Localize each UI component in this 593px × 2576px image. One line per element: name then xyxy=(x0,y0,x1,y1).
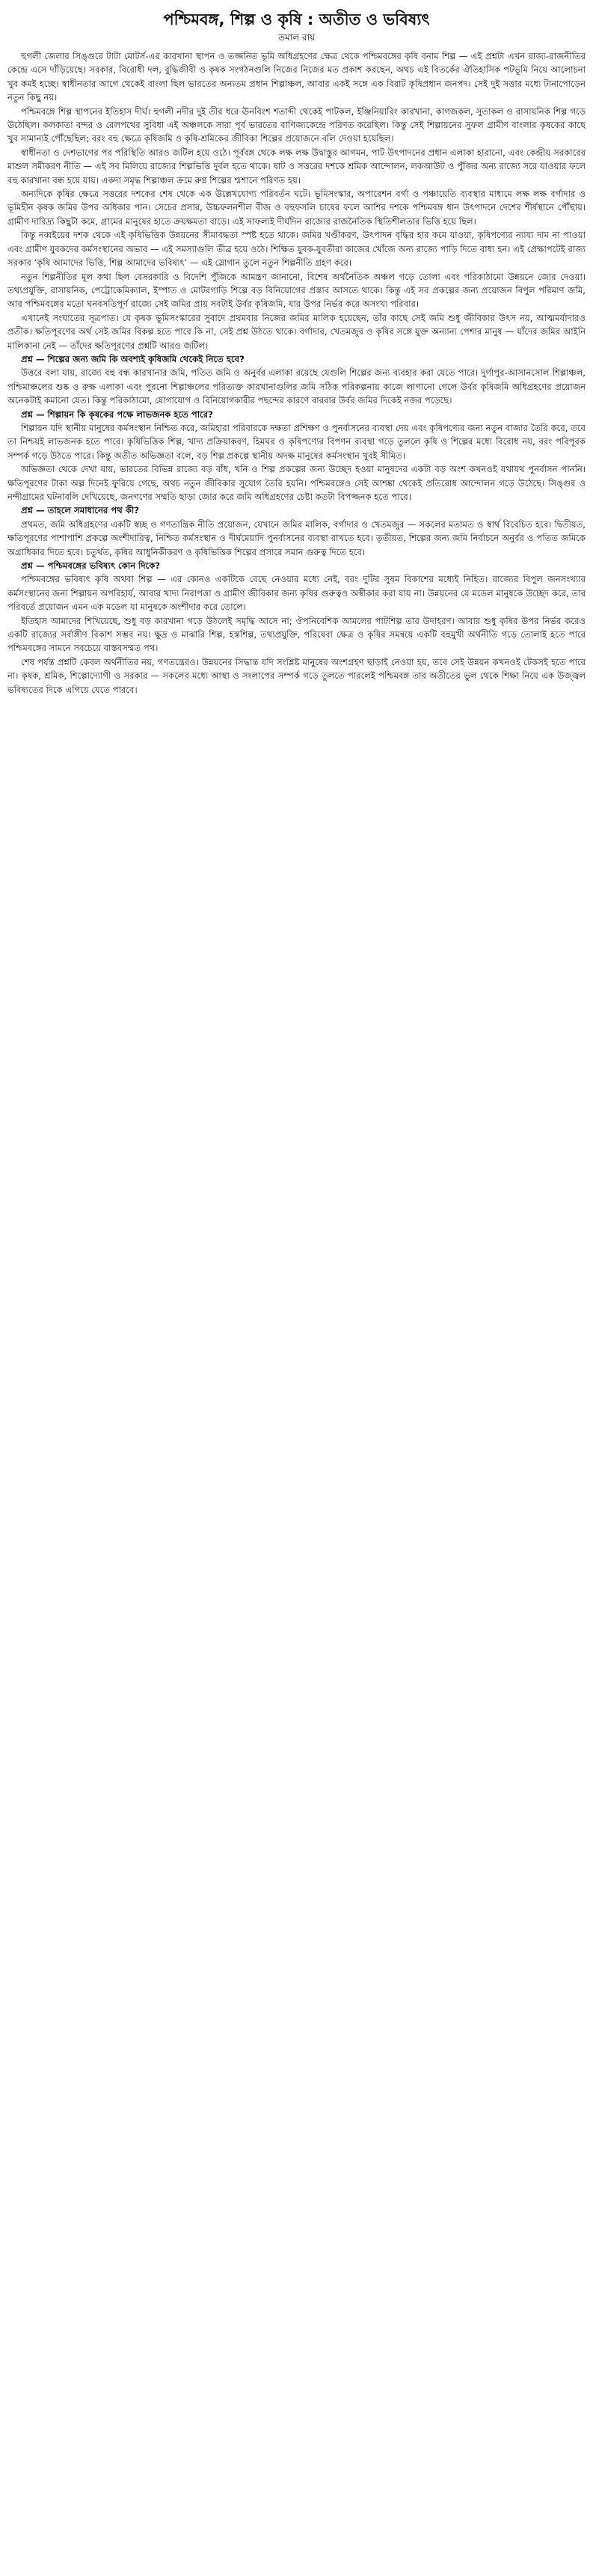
article-title: পশ্চিমবঙ্গ, শিল্প ও কৃষি : অতীত ও ভবিষ্যৎ xyxy=(163,10,430,28)
article-question: প্রশ্ন — শিল্পের জন্য জমি কি অবশ্যই কৃষিজমি থেকেই নিতে হবে? xyxy=(21,353,245,364)
article-paragraph: কিন্তু নব্বইয়ের দশক থেকে এই কৃষিভিত্তিক উন্নয়নের সীমাবদ্ধতা স্পষ্ট হতে থাকে। জমির খণ্ডীকরণ, উৎপাদন বৃদ্ধির হার কমে যাওয়া, কৃষিপণ্যের ন্যায্য দাম না পাওয়া এবং গ্রামীণ যুবকদের কর্মসংস্থানের অভাব — এই সমস্যাগুলি তীব্র হয়ে ওঠে। শিক্ষিত যুবক-যুবতীরা কাজের খোঁজে অন্য রাজ্যে পাড়ি দিতে বাধ্য হন। এই প্রেক্ষাপটেই রাজ্য সরকার ‘কৃষি আমাদের ভিত্তি, শিল্প আমাদের ভবিষ্যৎ’ — এই স্লোগান তুলে নতুন শিল্পনীতি গ্রহণ করে। xyxy=(7,230,586,269)
article-question: প্রশ্ন — তাহলে সমাধানের পথ কী? xyxy=(21,505,139,516)
article-paragraph: শেষ পর্যন্ত প্রশ্নটি কেবল অর্থনীতির নয়, গণতন্ত্রেরও। উন্নয়নের সিদ্ধান্ত যদি সংশ্লিষ্ট মানুষের অংশগ্রহণ ছাড়াই নেওয়া হয়, তবে সেই উন্নয়ন কখনওই টেকসই হতে পারে না। কৃষক, শ্রমিক, শিল্পোদ্যোগী ও সরকার — সকলের মধ্যে আস্থা ও সংলাপের সম্পর্ক গড়ে তুলতে পারলেই পশ্চিমবঙ্গ তার অতীতের ভুল থেকে শিক্ষা নিয়ে এক উজ্জ্বল ভবিষ্যতের দিকে এগিয়ে যেতে পারবে। xyxy=(7,656,586,695)
article-paragraph: অভিজ্ঞতা থেকে দেখা যায়, ভারতের বিভিন্ন রাজ্যে বড় বাঁধ, খনি ও শিল্প প্রকল্পের জন্য উচ্ছেদ হওয়া মানুষদের একটা বড় অংশ কখনওই যথাযথ পুনর্বাসন পাননি। ক্ষতিপূরণের টাকা অল্প দিনেই ফুরিয়ে গেছে, অথচ নতুন জীবিকার সুযোগ তৈরি হয়নি। পশ্চিমবঙ্গেও সেই আশঙ্কা থেকেই প্রতিরোধ আন্দোলন গড়ে উঠেছে। সিঙ্গুর ও নন্দীগ্রামের ঘটনাবলি দেখিয়েছে, জনগণের সম্মতি ছাড়া জোর করে জমি অধিগ্রহণের চেষ্টা কতটা বিপজ্জনক হতে পারে। xyxy=(7,464,586,502)
article-body xyxy=(7,49,586,697)
article-author: তমাল রায় xyxy=(277,32,316,43)
article-question: প্রশ্ন — শিল্পায়ন কি কৃষকের পক্ষে লাভজনক হতে পারে? xyxy=(21,409,213,420)
article-paragraph: অন্যদিকে কৃষির ক্ষেত্রে সত্তরের দশকের শেষ থেকে এক উল্লেখযোগ্য পরিবর্তন ঘটে। ভূমিসংস্কার, অপারেশন বর্গা ও পঞ্চায়েতি ব্যবস্থার মাধ্যমে লক্ষ লক্ষ বর্গাদার ও ভূমিহীন কৃষক জমির উপর অধিকার পান। সেচের প্রসার, উচ্চফলনশীল বীজ ও বহুফসলি চাষের ফলে আশির দশকে পশ্চিমবঙ্গ ধান উৎপাদনে দেশের শীর্ষস্থানে পৌঁছায়। গ্রামীণ দারিদ্র্য কিছুটা কমে, গ্রামের মানুষের হাতে ক্রয়ক্ষমতা বাড়ে। এই সাফল্যই দীর্ঘদিন রাজ্যের রাজনৈতিক স্থিতিশীলতার ভিত্তি হয়ে ছিল। xyxy=(7,189,586,227)
article-paragraph: ইতিহাস আমাদের শিখিয়েছে, শুধু বড় কারখানা গড়ে উঠলেই সমৃদ্ধি আসে না; ঔপনিবেশিক আমলের পাটশিল্প তার উদাহরণ। আবার শুধু কৃষির উপর নির্ভর করেও একটি রাজ্যের সর্বাঙ্গীণ বিকাশ সম্ভব নয়। ক্ষুদ্র ও মাঝারি শিল্প, হস্তশিল্প, তথ্যপ্রযুক্তি, পরিষেবা ক্ষেত্র ও কৃষির সমন্বয়ে একটি বহুমুখী অর্থনীতি গড়ে তোলাই হতে পারে পশ্চিমবঙ্গের সামনে সবচেয়ে বাস্তবসম্মত পথ। xyxy=(7,615,586,654)
article-question: প্রশ্ন — পশ্চিমবঙ্গের ভবিষ্যৎ কোন দিকে? xyxy=(21,560,161,572)
article-paragraph: নতুন শিল্পনীতির মূল কথা ছিল বেসরকারি ও বিদেশি পুঁজিকে আমন্ত্রণ জানানো, বিশেষ অর্থনৈতিক অঞ্চল গড়ে তোলা এবং পরিকাঠামো উন্নয়নে জোর দেওয়া। তথ্যপ্রযুক্তি, রাসায়নিক, পেট্রোকেমিক্যাল, ইস্পাত ও মোটরগাড়ি শিল্পে বড় বিনিয়োগের প্রস্তাব আসতে থাকে। কিন্তু এই সব প্রকল্পের জন্য প্রয়োজন বিপুল পরিমাণ জমি, আর পশ্চিমবঙ্গের মতো ঘনবসতিপূর্ণ রাজ্যে সেই জমির প্রায় সবটাই উর্বর কৃষিজমি, যার উপর নির্ভর করে অসংখ্য পরিবার। xyxy=(7,271,586,310)
article-paragraph: এখানেই সংঘাতের সূত্রপাত। যে কৃষক ভূমিসংস্কারের সুবাদে প্রথমবার নিজের জমির মালিক হয়েছেন, তাঁর কাছে সেই জমি শুধু জীবিকার উৎস নয়, আত্মমর্যাদারও প্রতীক। ক্ষতিপূরণের অর্থ সেই জমির বিকল্প হতে পারে কি না, সেই প্রশ্ন উঠতে থাকে। বর্গাদার, খেতমজুর ও কৃষির সঙ্গে যুক্ত অন্যান্য পেশার মানুষ — যাঁদের জমির আইনি মালিকানা নেই — তাঁদের ক্ষতিপূরণের প্রশ্নটি আরও জটিল। xyxy=(7,312,586,351)
article-paragraph: শিল্পায়ন যদি স্থানীয় মানুষের কর্মসংস্থান নিশ্চিত করে, জমিহারা পরিবারকে দক্ষতা প্রশিক্ষণ ও পুনর্বাসনের ব্যবস্থা দেয় এবং কৃষিপণ্যের জন্য নতুন বাজার তৈরি করে, তবে তা নিশ্চয়ই লাভজনক হতে পারে। কৃষিভিত্তিক শিল্প, খাদ্য প্রক্রিয়াকরণ, হিমঘর ও কৃষিপণ্যের বিপণন ব্যবস্থা গড়ে তুললে কৃষি ও শিল্পের মধ্যে বিরোধ নয়, বরং পরিপূরক সম্পর্ক গড়ে উঠতে পারে। কিন্তু অতীত অভিজ্ঞতা বলে, বড় শিল্প প্রকল্পে স্থানীয় অদক্ষ মানুষের কর্মসংস্থান খুবই সীমিত। xyxy=(7,422,586,461)
article-paragraph: পশ্চিমবঙ্গে শিল্প স্থাপনের ইতিহাস দীর্ঘ। হুগলী নদীর দুই তীর ধরে ঊনবিংশ শতাব্দী থেকেই পাটকল, ইঞ্জিনিয়ারিং কারখানা, কাগজকল, সুতাকল ও রাসায়নিক শিল্প গড়ে উঠেছিল। কলকাতা বন্দর ও রেলপথের সুবিধা এই অঞ্চলকে সারা পূর্ব ভারতের বাণিজ্যকেন্দ্রে পরিণত করেছিল। কিন্তু সেই শিল্পায়নের সুফল গ্রামীণ বাংলার কৃষকের কাছে খুব সামান্যই পৌঁছেছিল; বরং বহু ক্ষেত্রে কৃষিজমি ও কৃষি-শ্রমিকের জীবিকা শিল্পের প্রয়োজনে বলি দেওয়া হয়েছিল। xyxy=(7,105,586,144)
article-paragraph: হুগলী জেলার সিঙ্গুরে টাটা মোটর্স-এর কারখানা স্থাপন ও তজ্জনিত ভূমি অধিগ্রহণের ক্ষেত্র থেকে পশ্চিমবঙ্গের কৃষি বনাম শিল্প — এই প্রশ্নটা এখন রাজ্য-রাজনীতির কেন্দ্রে এসে দাঁড়িয়েছে। সরকার, বিরোধী দল, বুদ্ধিজীবী ও কৃষক সংগঠনগুলি নিজের নিজের মত প্রকাশ করছেন, অথচ এই বিতর্কের ঐতিহাসিক পটভূমি নিয়ে আলোচনা খুব কমই হচ্ছে। স্বাধীনতার আগে থেকেই বাংলা ছিল ভারতের অন্যতম প্রধান শিল্পাঞ্চল, আবার একই সঙ্গে এক বিরাট কৃষিপ্রধান জনপদ। সেই দুই সত্তার মধ্যে টানাপোড়েন নতুন কিছু নয়। xyxy=(7,51,586,103)
article-paragraph: উত্তরে বলা যায়, রাজ্যে বহু বন্ধ কারখানার জমি, পতিত জমি ও অনুর্বর এলাকা রয়েছে যেগুলি শিল্পের জন্য ব্যবহার করা যেতে পারে। দুর্গাপুর-আসানসোল শিল্পাঞ্চল, পশ্চিমাঞ্চলের শুষ্ক ও রুক্ষ এলাকা এবং পুরনো শিল্পাঞ্চলের পরিত্যক্ত কারখানাগুলির জমি সঠিক পরিকল্পনায় কাজে লাগানো গেলে উর্বর কৃষিজমি অধিগ্রহণের প্রয়োজন অনেকটাই কমানো যেত। কিন্তু পরিকাঠামো, যোগাযোগ ও বিনিয়োগকারীর পছন্দের কারণে বারবার উর্বর জমির দিকেই নজর পড়েছে। xyxy=(7,367,586,406)
article-paragraph: স্বাধীনতা ও দেশভাগের পর পরিস্থিতি আরও জটিল হয়ে ওঠে। পূর্ববঙ্গ থেকে লক্ষ লক্ষ উদ্বাস্তুর আগমন, পাট উৎপাদনের প্রধান এলাকা হারানো, এবং কেন্দ্রীয় সরকারের মাশুল সমীকরণ নীতি — এই সব মিলিয়ে রাজ্যের শিল্পভিত্তি দুর্বল হতে থাকে। ষাট ও সত্তরের দশকে শ্রমিক আন্দোলন, লকআউট ও পুঁজির অন্য রাজ্যে সরে যাওয়ার ফলে বহু কারখানা বন্ধ হয়ে যায়। একদা সমৃদ্ধ শিল্পাঞ্চল ক্রমে রুগ্ন শিল্পের শ্মশানে পরিণত হয়। xyxy=(7,147,586,186)
article-paragraph: পশ্চিমবঙ্গের ভবিষ্যৎ কৃষি অথবা শিল্প — এর কোনও একটিকে বেছে নেওয়ার মধ্যে নেই, বরং দুটির সুষম বিকাশের মধ্যেই নিহিত। রাজ্যের বিপুল জনসংখ্যার কর্মসংস্থানের জন্য শিল্পায়ন অপরিহার্য, আবার খাদ্য নিরাপত্তা ও গ্রামীণ জীবিকার জন্য কৃষির গুরুত্বও অস্বীকার করা যায় না। উন্নয়নের যে মডেল মানুষকে উচ্ছেদ করে, তার পরিবর্তে প্রয়োজন এমন এক মডেল যা মানুষকে অংশীদার করে তোলে। xyxy=(7,574,586,613)
article-paragraph: প্রথমত, জমি অধিগ্রহণের একটি স্বচ্ছ ও গণতান্ত্রিক নীতি প্রয়োজন, যেখানে জমির মালিক, বর্গাদার ও খেতমজুর — সকলের মতামত ও স্বার্থ বিবেচিত হবে। দ্বিতীয়ত, ক্ষতিপূরণের পাশাপাশি প্রকল্পে অংশীদারিত্ব, নিশ্চিত কর্মসংস্থান ও দীর্ঘমেয়াদি পুনর্বাসনের ব্যবস্থা রাখতে হবে। তৃতীয়ত, শিল্পের জন্য জমি নির্বাচনে অনুর্বর ও পতিত জমিকে অগ্রাধিকার দিতে হবে। চতুর্থত, কৃষির আধুনিকীকরণ ও কৃষিভিত্তিক শিল্পের প্রসারে সমান গুরুত্ব দিতে হবে। xyxy=(7,518,586,557)
